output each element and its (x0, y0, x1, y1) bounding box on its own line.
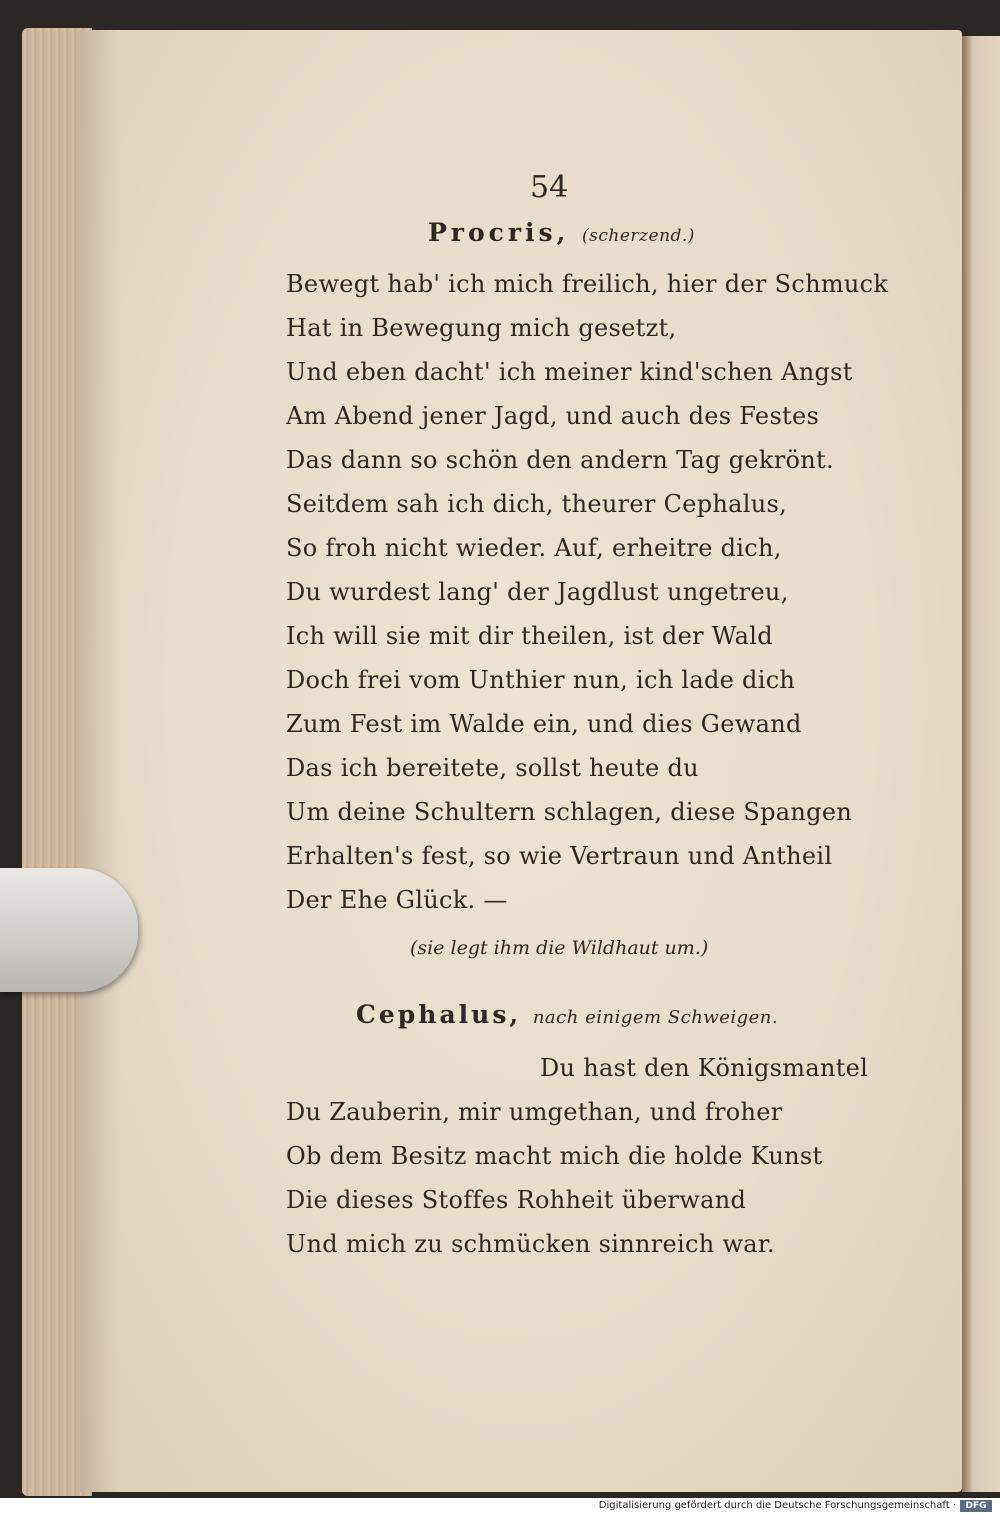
gutter-shadow (80, 30, 120, 1492)
verse-line: Der Ehe Glück. — (286, 886, 508, 914)
verse-line: Das ich bereitete, sollst heute du (286, 754, 699, 782)
plastic-clip (0, 868, 138, 992)
verse-line: Ich will sie mit dir theilen, ist der Wald (286, 622, 773, 650)
speaker-direction: (scherzend.) (582, 226, 695, 246)
verse-line: Du wurdest lang' der Jagdlust ungetreu, (286, 578, 789, 606)
verse-line: Seitdem sah ich dich, theurer Cephalus, (286, 490, 788, 518)
verse-line: Und eben dacht' ich meiner kind'schen Angst (286, 358, 853, 386)
next-page-edge (962, 36, 1000, 1492)
verse-line: Und mich zu schmücken sinnreich war. (286, 1230, 775, 1258)
verse-line: Du hast den Königsmantel (540, 1054, 869, 1082)
funding-notice: Digitalisierung gefördert durch die Deutsche Forschungsgemeinschaft · (598, 1500, 956, 1511)
verse-line: Ob dem Besitz macht mich die holde Kunst (286, 1142, 823, 1170)
speaker-procris (428, 218, 695, 247)
verse-line: Um deine Schultern schlagen, diese Spangen (286, 798, 853, 826)
page-number: 54 (530, 170, 569, 205)
verse-line: Bewegt hab' ich mich freilich, hier der Schmuck (286, 270, 889, 298)
speaker-name: Cephalus, (356, 1000, 522, 1029)
stage-direction: (sie legt ihm die Wildhaut um.) (410, 937, 709, 959)
verse-line: Du Zauberin, mir umgethan, und froher (286, 1098, 783, 1126)
verse-line: Hat in Bewegung mich gesetzt, (286, 314, 677, 342)
verse-line: Erhalten's fest, so wie Vertraun und Antheil (286, 842, 833, 870)
verse-line: Doch frei vom Unthier nun, ich lade dich (286, 666, 796, 694)
speaker-cephalus (356, 1000, 778, 1029)
verse-line: Zum Fest im Walde ein, und dies Gewand (286, 710, 802, 738)
verse-line: Die dieses Stoffes Rohheit überwand (286, 1186, 747, 1214)
verse-line: Am Abend jener Jagd, und auch des Festes (286, 402, 820, 430)
speaker-name: Procris, (428, 218, 570, 247)
speaker-direction: nach einigem Schweigen. (532, 1007, 779, 1028)
dfg-logo-icon: DFG (960, 1500, 992, 1512)
verse-line: So froh nicht wieder. Auf, erheitre dich, (286, 534, 782, 562)
verse-line: Das dann so schön den andern Tag gekrönt. (286, 446, 834, 474)
